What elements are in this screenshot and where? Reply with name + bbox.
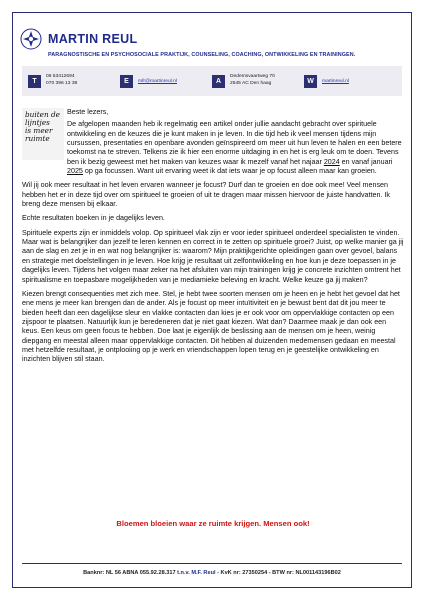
intro-text	[67, 120, 404, 176]
hand-line-4: ruimte	[25, 134, 50, 143]
intro-part-2: en vanaf januari	[339, 157, 393, 166]
contact-web	[304, 75, 396, 88]
paragraph-2: Wil jij ook meer resultaat in het leven ervaren wanneer je focust? Durf dan te groeien en doe ook mee! Veel mensen hebben het er in deze tijd over om spiritueel te groeien of uit te dragen maar missen hiervoor de juiste handvatten. Ik breng deze mensen bij elkaar.	[22, 181, 390, 209]
logo-icon	[20, 28, 42, 50]
phone-badge-icon: T	[28, 75, 41, 88]
contact-address	[212, 74, 304, 87]
intro-part-1: De afgelopen maanden heb ik regelmatig een artikel onder jullie aandacht gebracht over spirituele ontwikkeling en de keuzes die je kunt maken in je leven. In die tijd heb ik veel mensen tijdens mijn cursussen, presentaties en openbare avonden geïnspireerd om meer uit hun leven te halen en een betere toekomst na te streven. Telkens zie ik hier een enorme uitdaging in en het is erg leuk om te doen. Tevens ben ik bezig geweest met het maken van keuzes waar ik mezelf vanaf het najaar	[67, 120, 402, 166]
paragraph-5: Kiezen brengt consequenties met zich mee. Stel, je hebt twee soorten mensen om je heen en je hebt het gevoel dat het ene mens je meer kan brengen dan de ander. Als je focust op meer intuïtiviteit en je bewust bent dat dit jou meer te bieden heeft dan een dagelijkse sleur en vlakke contacten dan kies je er ook voor om oppervlakkige contacten op een zijspoor te plaatsen. Natuurlijk kun je beredeneren dat je niet gaat kiezen. Wat dan? Daarmee maak je dan ook een keus. Een keus om geen focus te hebben. Doe laat je eigenlijk de beslissing aan de mensen om je heen, weinig diepgang en meestal alleen maar oppervlakkige contacten. Dit hebben al duizenden medemensen gedaan en meestal met hetzelfde resultaat, je ontplooiing op je werk en vriendschappen lopen terug en je geestelijke ontwikkeling en inzichten blijven stil staan.	[22, 289, 400, 364]
letterhead	[20, 28, 404, 58]
contact-bar	[22, 66, 402, 96]
address-1: Dedemsvaartweg 70	[230, 74, 275, 80]
contact-email	[120, 75, 212, 88]
address-2: 2545 AC Den haag	[230, 81, 272, 86]
paragraph-3: Echte resultaten boeken in je dagelijks leven.	[22, 214, 165, 223]
year-2025: 2025	[67, 167, 83, 176]
email-link[interactable]: mfr@martinreul.nl	[138, 78, 177, 84]
web-link[interactable]: martinreul.nl	[322, 78, 349, 84]
hand-line-3: is meer	[25, 126, 53, 135]
web-badge-icon: W	[304, 75, 317, 88]
salutation: Beste lezers,	[67, 108, 109, 116]
phone-1: 06 53412694	[46, 74, 75, 80]
hand-line-2: lijntjes	[25, 118, 50, 127]
paragraph-4: Spirituele experts zijn er inmiddels volop. Op spiritueel vlak zijn er voor ieder spiritueel onderdeel specialisten te vinden. Maar wat is belangrijker dan jezelf te leren kennen en correct in te zetten op spirituele groei? Juist, op welke manier ga jij aan de slag en zet je in en wat nog belangrijker is: waarom? Mijn praktijkgerichte opleidingen gaan over gevoel, balans en strategie met doelstellingen in je leven. Hoe krijg je resultaat uit zelfontwikkeling en hoe kun je deze toepassen in je dagelijks leven. Tijdens het volgen maar zeker na het afsluiten van mijn trainingen krijg je concrete inzichten omtrent het spiritualisme en toepasbare mogelijkheden van je mediamieke beleving en kracht. Welke keuze ga jij maken?	[22, 228, 404, 284]
phone-numbers	[46, 74, 77, 87]
letter-body	[22, 108, 404, 370]
hand-line-1: buiten de	[25, 110, 60, 119]
footer-divider	[22, 563, 402, 564]
year-2024: 2024	[323, 157, 340, 166]
email-badge-icon: E	[120, 75, 133, 88]
bank-prefix: Banknr: NL 56 ABNA 055.92.28.317	[83, 570, 178, 576]
intro-part-3: op ga focussen. Want uit ervaring weet ik dat iets waar je op focust alleen maar kan groeien.	[82, 167, 377, 176]
brand-name: MARTIN REUL	[48, 32, 138, 46]
footer	[22, 570, 402, 576]
logo-row	[20, 28, 404, 50]
bank-suffix: - KvK nr: 27350254 - BTW nr: NL001143196B02	[215, 570, 341, 576]
closing-slogan: Bloemen bloeien waar ze ruimte krijgen. Mensen ook!	[116, 519, 310, 528]
account-holder: t.n.v. M.F. Reul	[177, 570, 216, 576]
address	[230, 74, 275, 87]
phone-2: 070 396 13 38	[46, 81, 78, 86]
address-badge-icon: A	[212, 75, 225, 88]
paragraph-intro	[22, 120, 404, 176]
contact-phone	[28, 74, 120, 87]
tagline: PARAGNOSTISCHE EN PSYCHOSOCIALE PRAKTIJK, COUNSELING, COACHING, ONTWIKKELING EN TRAININGEN.	[48, 52, 356, 58]
